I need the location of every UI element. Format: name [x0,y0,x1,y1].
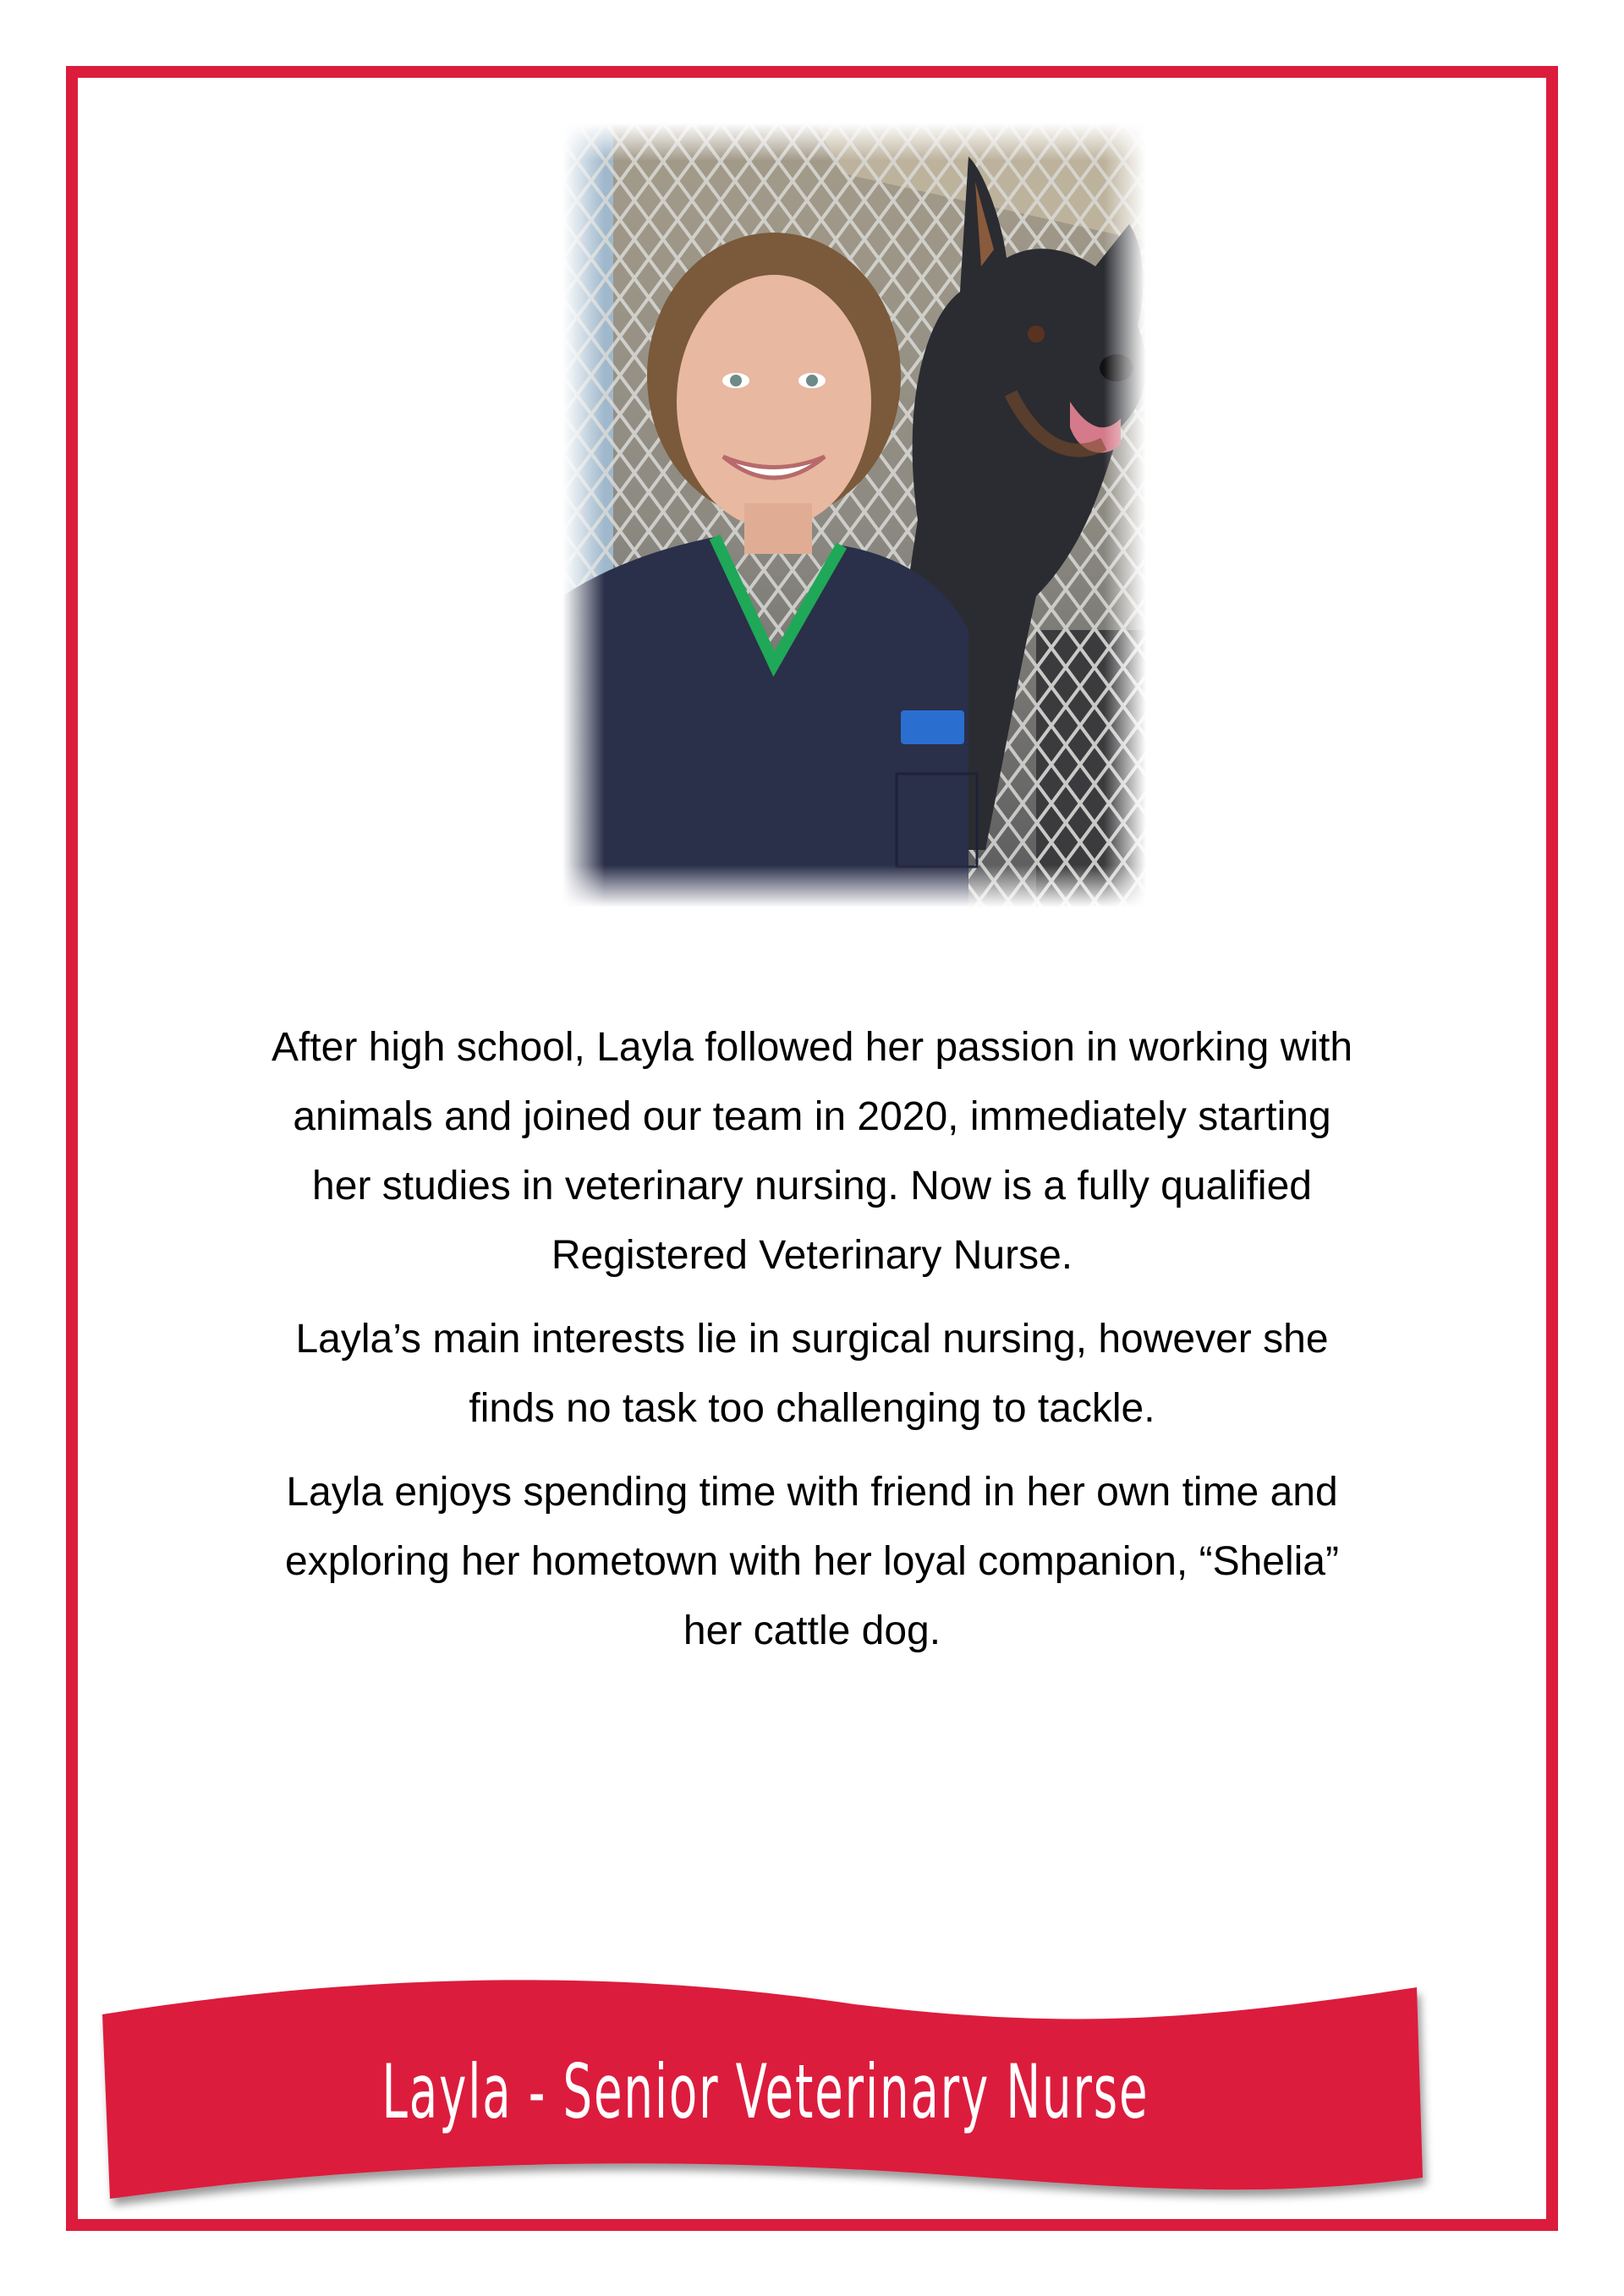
bio-line: finds no task too challenging to tackle. [469,1386,1155,1431]
bio-paragraph-2 [135,1305,1489,1444]
bio-line: Layla enjoys spending time with friend in her own time and [286,1470,1338,1515]
name-banner [93,1970,1438,2199]
staff-photo [562,123,1146,907]
bio-paragraph-3 [135,1458,1489,1666]
banner-title: Layla - Senior Veterinary Nurse [381,2048,1149,2135]
bio-line: her studies in veterinary nursing. Now is a fully qualified [312,1164,1312,1208]
bio-line: animals and joined our team in 2020, immediately starting [293,1094,1331,1139]
bio-line: her cattle dog. [683,1608,941,1653]
bio-text [135,1013,1489,1680]
bio-paragraph-1 [135,1013,1489,1290]
bio-line: Registered Veterinary Nurse. [551,1233,1073,1278]
bio-line: After high school, Layla followed her passion in working with [271,1025,1353,1070]
bio-line: Layla’s main interests lie in surgical nursing, however she [295,1317,1329,1362]
bio-line: exploring her hometown with her loyal companion, “Shelia” [285,1539,1339,1584]
